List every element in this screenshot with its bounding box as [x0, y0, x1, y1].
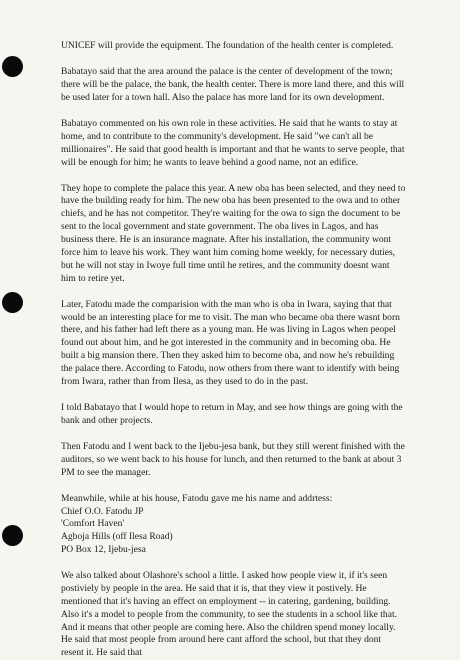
document-body: [61, 40, 406, 660]
paragraph-iwara-comparison: Later, Fatodu made the comparision with the man who is oba in Iwara, saying that that would be an interesting place for me to visit. The man who became oba there wasnt born there, and his father had left there as a young man. He was living in Lagos when peopel found out about him, and he got interested in the community and in becoming oba. He built a big mansion there. Then they asked him to become oba, and now he's rebuilding the palace there. According to Fatodu, now others from there want to identify with being from Iwara, rather than from Ilesa, as they used to do in the past.: [61, 298, 400, 387]
paragraph-palace-area: Babatayo said that the area around the palace is the center of development of the town; there will be the palace, the bank, the health center. There is more land there, and this will be used later for a town hall. Also the palace has more land for its own development.: [61, 66, 405, 103]
paragraph-unicef: UNICEF will provide the equipment. The foundation of the health center is completed.: [61, 40, 394, 51]
paragraph-babatayo-role: Babatayo commented on his own role in these activities. He said that he wants to stay at home, and to contribute to the community's development. He said "we can't all be millionaires". He said that good health is important and that he wants to serve people, that will be enough for him; he wants to leave behind a good name, not an edifice.: [61, 117, 405, 168]
paragraph-return-may: I told Babatayo that I would hope to return in May, and see how things are going with the bank and other projects.: [61, 401, 403, 426]
paragraph-bank-visit: Then Fatodu and I went back to the Ijebu-jesa bank, but they still werent finished with the auditors, so we went back to his house for lunch, and then returned to the bank at about 3 PM to see the manager.: [61, 440, 405, 478]
paragraph-olashore-school: We also talked about Olashore's school a little. I asked how people view it, if it's seen postiviely by people in the area. He said that it is, that they view it postively. He mentioned that it's having an effect on employment -- in catering, gardening, building. Also it's a model to people from the community, to see the students in a school like that. And it means that other people are coming here. Also the children spend money locally. He said that most people from around here cant afford the school, but that they dont resent it. He said that: [61, 570, 397, 659]
address-line-name: Chief O.O. Fatodu JP: [61, 505, 144, 517]
address-line-pobox: PO Box 12, Ijebu-jesa: [61, 544, 146, 556]
address-line-house: 'Comfort Haven': [61, 518, 125, 530]
address-block: [61, 493, 406, 557]
binder-hole-top: [2, 56, 23, 77]
paragraph-new-oba: They hope to complete the palace this year. A new oba has been selected, and they need to have the building ready for him. The new oba has been presented to the owa and to other chiefs, and he has not competitor. They're waiting for the owa to sign the document to be sent to the local government and state government. The oba lives in Lagos, and has business there. He is an insurance magnate. After his installation, the community wont force him to leave his work. They want him coming home weekly, for necessary duties, but he will not stay in Iwoye full time until he retires, and the community doesnt want him to retire yet.: [61, 182, 406, 284]
address-line-street: Agboja Hills (off Ilesa Road): [61, 531, 173, 543]
binder-hole-bottom: [2, 525, 23, 546]
binder-hole-middle: [2, 292, 23, 313]
address-intro: Meanwhile, while at his house, Fatodu gave me his name and addrtess:: [61, 492, 333, 504]
